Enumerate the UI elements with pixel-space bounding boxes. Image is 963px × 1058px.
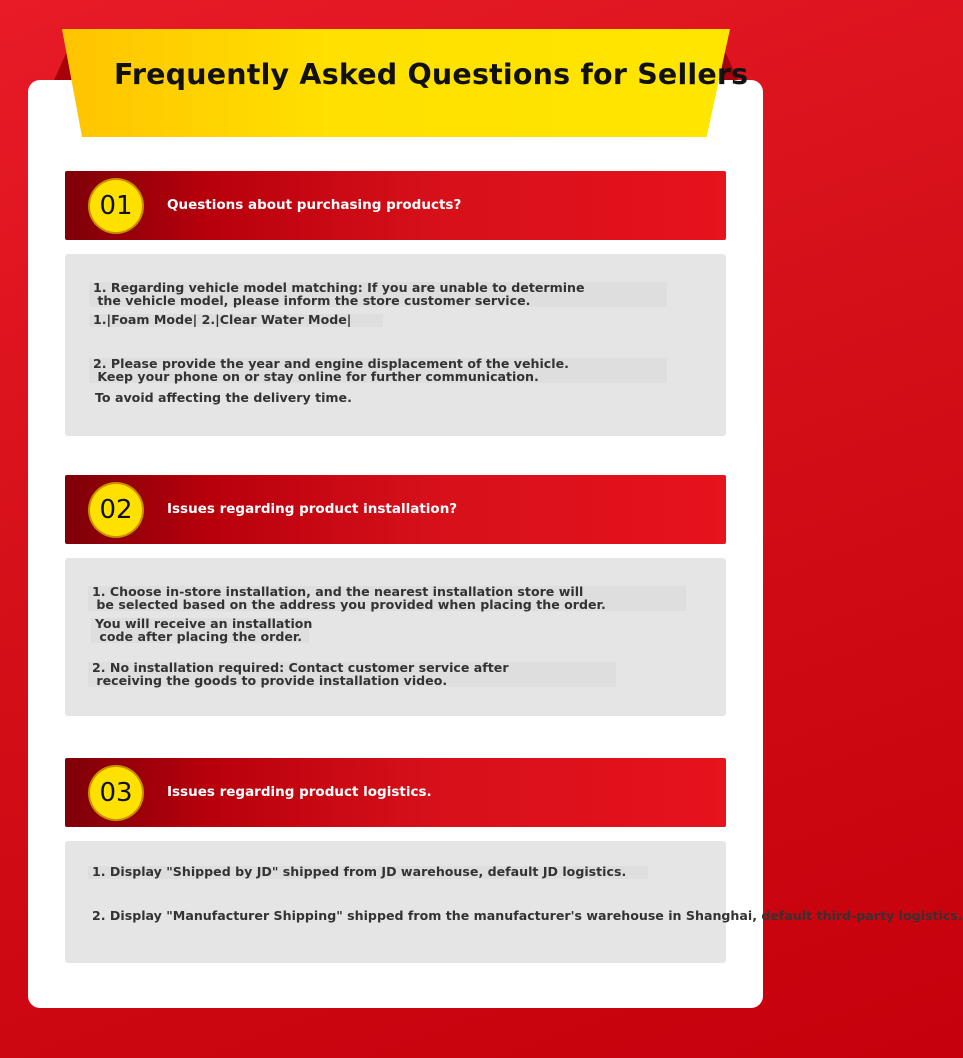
section-title: Issues regarding product installation? — [167, 501, 458, 517]
section-number-badge: 01 — [90, 180, 142, 232]
answer-box-installation — [65, 558, 726, 716]
answer-line: 1. Regarding vehicle model matching: If you are unable to determine the vehicle model, please inform the store customer service. — [89, 282, 667, 307]
section-title: Questions about purchasing products? — [167, 197, 462, 213]
section-number-badge: 03 — [90, 767, 142, 819]
section-number-badge: 02 — [90, 484, 142, 536]
answer-box-logistics — [65, 841, 963, 963]
page-title: Frequently Asked Questions for Sellers — [114, 58, 749, 91]
answer-line: To avoid affecting the delivery time. — [95, 390, 352, 405]
answer-line: 2. Please provide the year and engine displacement of the vehicle. Keep your phone on or stay online for further communication. — [89, 358, 667, 383]
answer-line: 2. No installation required: Contact customer service after receiving the goods to provide installation video. — [88, 662, 616, 687]
answer-line: You will receive an installation code after placing the order. — [91, 618, 309, 643]
section-title: Issues regarding product logistics. — [167, 784, 432, 800]
section-header-logistics — [65, 758, 726, 827]
answer-line: 1.|Foam Mode| 2.|Clear Water Mode| — [89, 314, 383, 327]
answer-line: 1. Choose in-store installation, and the nearest installation store will be selected based on the address you provided when placing the order. — [88, 586, 686, 611]
section-header-installation — [65, 475, 726, 544]
answer-line: 2. Display "Manufacturer Shipping" shipped from the manufacturer's warehouse in Shanghai, default third-party logistics. — [92, 908, 963, 923]
answer-box-purchasing — [65, 254, 726, 436]
answer-line: 1. Display "Shipped by JD" shipped from JD warehouse, default JD logistics. — [88, 866, 648, 879]
section-header-purchasing — [65, 171, 726, 240]
